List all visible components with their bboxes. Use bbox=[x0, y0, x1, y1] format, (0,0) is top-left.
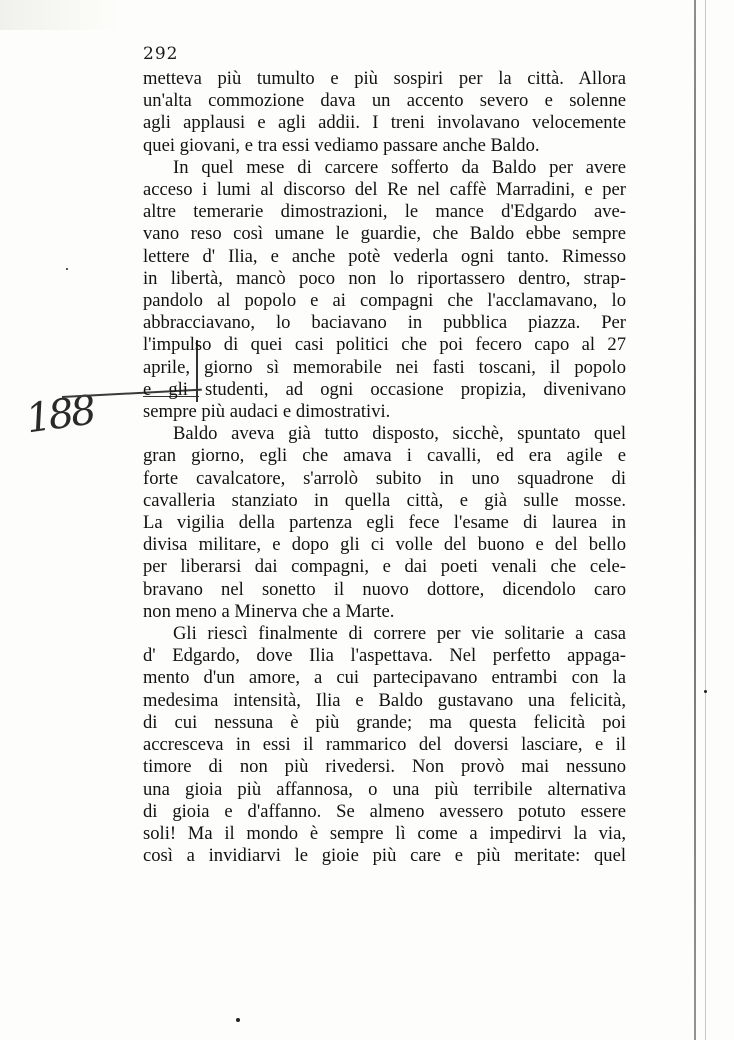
text-line: cavalleria stanziato in quella città, e già sulle mosse. bbox=[143, 489, 626, 511]
text-line: metteva più tumulto e più sospiri per la città. Allora bbox=[143, 68, 626, 89]
text-line: lettere d' Ilia, e anche potè vederla ogni tanto. Rimesso bbox=[143, 245, 626, 267]
print-speck bbox=[236, 1018, 240, 1022]
text-line: La vigilia della partenza egli fece l'esame di laurea in bbox=[143, 512, 626, 534]
print-speck bbox=[704, 690, 707, 693]
text-line: così a invidiarvi le gioie più care e più meritate: quel bbox=[143, 845, 626, 867]
text-line: aprile, giorno sì memorabile nei fasti toscani, il popolo bbox=[143, 356, 626, 378]
text-line: una gioia più affannosa, o una più terribile alternativa bbox=[143, 778, 626, 800]
text-line: e gli studenti, ad ogni occasione propizia, divenivano bbox=[143, 378, 626, 400]
page-shadow bbox=[0, 0, 120, 30]
text-line: divisa militare, e dopo gli ci volle del buono e del bello bbox=[143, 534, 626, 556]
text-line: pandolo al popolo e ai compagni che l'acclamavano, lo bbox=[143, 290, 626, 312]
text-line: per liberarsi dai compagni, e dai poeti venali che cele- bbox=[143, 556, 626, 578]
text-line: soli! Ma il mondo è sempre lì come a impedirvi la via, bbox=[143, 822, 626, 844]
page-edge-secondary bbox=[705, 0, 706, 1040]
print-speck bbox=[66, 268, 68, 270]
text-line: sempre più audaci e dimostrativi. bbox=[143, 401, 391, 423]
text-line: un'alta commozione dava un accento severo e solenne bbox=[143, 90, 626, 112]
handwritten-margin-note: 188 bbox=[23, 387, 97, 443]
text-line: abbracciavano, lo baciavano in pubblica piazza. Per bbox=[143, 312, 626, 334]
text-line: altre temerarie dimostrazioni, le mance d'Edgardo ave- bbox=[143, 201, 626, 223]
text-line: in libertà, mancò poco non lo riportassero dentro, strap- bbox=[143, 267, 626, 289]
text-line: di cui nessuna è più grande; ma questa felicità poi bbox=[143, 711, 626, 733]
text-line: acceso i lumi al discorso del Re nel caffè Marradini, e per bbox=[143, 179, 626, 201]
text-line: gran giorno, egli che amava i cavalli, ed era agile e bbox=[143, 445, 626, 467]
text-line: bravano nel sonetto il nuovo dottore, dicendolo caro bbox=[143, 578, 626, 600]
text-line: non meno a Minerva che a Marte. bbox=[143, 600, 395, 622]
page-edge bbox=[694, 0, 696, 1040]
text-line: vano reso così umane le guardie, che Baldo ebbe sempre bbox=[143, 223, 626, 245]
page-number: 292 bbox=[143, 44, 179, 64]
text-line: Baldo aveva già tutto disposto, sicchè, spuntato quel bbox=[173, 423, 626, 445]
text-line: l'impulso di quei casi politici che poi fecero capo al 27 bbox=[143, 334, 626, 356]
text-line: In quel mese di carcere sofferto da Baldo per avere bbox=[173, 156, 626, 178]
text-line: timore di non più rivedersi. Non provò mai nessuno bbox=[143, 756, 626, 778]
text-line: accresceva in essi il rammarico del doversi lasciare, e il bbox=[143, 734, 626, 756]
text-line: forte cavalcatore, s'arrolò subito in uno squadrone di bbox=[143, 467, 626, 489]
text-line: mento d'un amore, a cui partecipavano entrambi con la bbox=[143, 667, 626, 689]
text-line: di gioia e d'affanno. Se almeno avessero potuto essere bbox=[143, 800, 626, 822]
text-line: medesima intensità, Ilia e Baldo gustavano una felicità, bbox=[143, 689, 626, 711]
body-text bbox=[143, 68, 626, 867]
text-line: agli applausi e agli addii. I treni involavano velocemente bbox=[143, 112, 626, 134]
text-line: Gli riescì finalmente di correre per vie solitarie a casa bbox=[173, 623, 626, 645]
text-line: quei giovani, e tra essi vediamo passare anche Baldo. bbox=[143, 134, 540, 156]
text-line: d' Edgardo, dove Ilia l'aspettava. Nel perfetto appaga- bbox=[143, 645, 626, 667]
